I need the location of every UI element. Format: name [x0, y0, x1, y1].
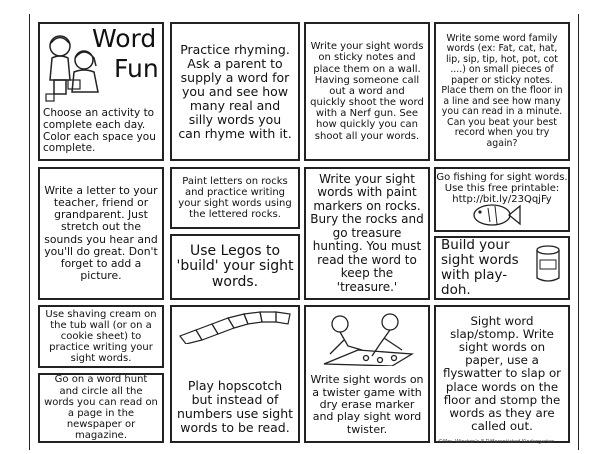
card-sticky-nerf-text: Write your sight words on sticky notes and place them on a wall. Having someone call out a word and quickly shoot the word with a Nerf gun. See how quickly you can shoot all your words. [310, 41, 424, 142]
card-letter-text: Write a letter to your teacher, friend or grandparent. Just stretch out the sounds you hear and you'll do great. Don't forget to add a picture. [44, 184, 158, 282]
card-word-hunt [38, 373, 164, 443]
twister-kids-illustration [318, 310, 418, 366]
title-fun: Fun [114, 54, 159, 83]
card-hopscotch-text: Play hopscotch but instead of numbers use sight words to be read. [176, 378, 294, 435]
card-rocks-paint [170, 167, 300, 229]
card-shaving [38, 305, 164, 368]
card-treasure-text: Write your sight words with paint markers on rocks. Bury the rocks and go treasure hunting. You must read the word to keep the 'treasure.' [310, 172, 424, 294]
card-rocks-paint-text: Paint letters on rocks and practice writing your sight words using the lettered rocks. [178, 175, 292, 221]
kids-reading-illustration [44, 30, 102, 104]
card-legos [170, 234, 300, 300]
card-rhyming [170, 22, 300, 161]
card-word-family [434, 22, 570, 161]
card-treasure [304, 167, 430, 300]
card-sticky-nerf [304, 22, 430, 161]
title-word: Word [92, 24, 157, 53]
card-fishing-text: Go fishing for sight words. [436, 172, 568, 183]
card-slap [434, 305, 570, 443]
copyright-footer: ©Mrs. Winston's 8 Differentiated Kindergarten [438, 439, 555, 445]
card-slap-text: Sight word slap/stomp. Write sight words on paper, use a flyswatter to slap or place words on the floor and stomp the words as they are called out. [442, 313, 562, 434]
card-shaving-text: Use shaving cream on the tub wall (or on a cookie sheet) to practice writing your sight words. [45, 308, 157, 365]
card-legos-text: Use Legos to 'build' your sight words. [176, 242, 294, 290]
intro-text: Choose an activity to complete each day. Color each space you complete. [43, 107, 156, 155]
card-letter [38, 167, 164, 300]
fish-illustration [468, 200, 522, 230]
card-twister-text: Write sight words on a twister game with dry erase marker and play sight word twister. [310, 373, 424, 436]
card-word-family-text: Write some word family words (ex: Fat, cat, hat, lip, sip, tip, hot, pot, cot ....) on small pieces of paper or sticky notes. Place them on the floor in a line and see how many you can read in a minute. Can you beat your best record when you try again? [441, 32, 563, 149]
hopscotch-illustration [176, 310, 294, 344]
card-rhyming-text: Practice rhyming. Ask a parent to supply a word for you and see how many real and silly words you can rhyme with it. [178, 41, 292, 141]
card-playdoh-text: Build your sight words with play-doh. [441, 237, 519, 298]
playdoh-can-illustration [534, 244, 562, 284]
card-fishing-link[interactable]: http://bit.ly/23QqjFy [452, 194, 552, 206]
card-fishing-printable: Use this free printable: [444, 183, 560, 195]
card-word-hunt-text: Go on a word hunt and circle all the words you can read on a page in the newspaper or magazine. [44, 374, 158, 442]
